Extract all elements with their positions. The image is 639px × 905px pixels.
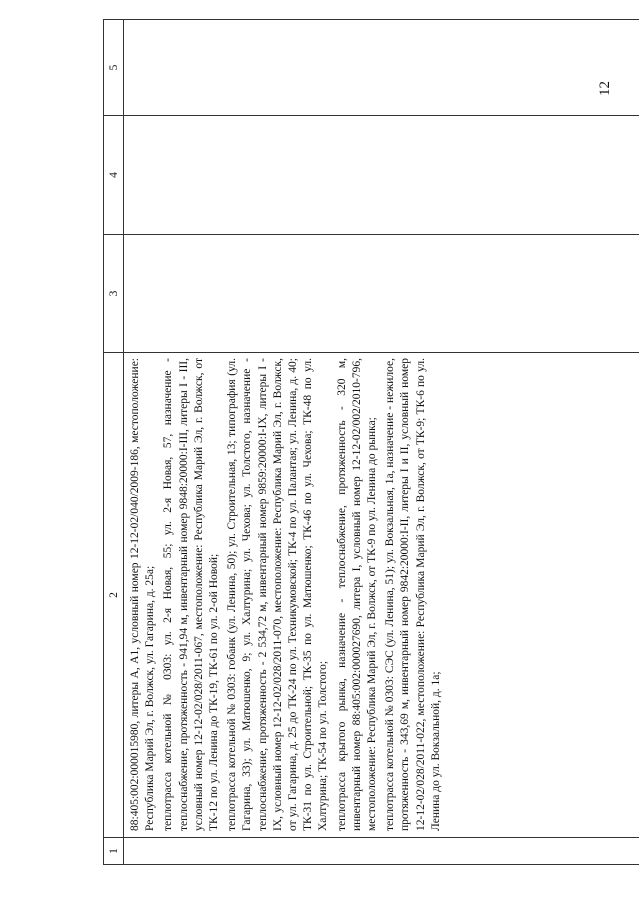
column-number-5: 5	[104, 20, 124, 116]
column-number-4: 4	[104, 116, 124, 235]
column-number-3: 3	[104, 235, 124, 353]
property-table-grid	[103, 19, 639, 865]
cell-column-4	[124, 116, 639, 235]
property-table	[103, 20, 639, 865]
cell-column-3	[124, 235, 639, 353]
table-row	[124, 20, 639, 865]
list-item: теплотрасса котельной № 0303: ул. 2-я Новая, 55; ул. 2-я Новая, 57, назначение - теплоснабжение, протяженность - 941,94 м, инвентарный номер 9848:20000:I-III, литеры I - III, условный номер 12-12-02/028/2011-067, местоположение: Республика Марий Эл, г. Волжск, от ТК-12 по ул. Ленина до ТК-19, ТК-61 по ул. 2-ой Новой;	[162, 358, 221, 831]
cell-column-5	[124, 20, 639, 116]
list-item: теплотрасса крытого рынка, назначение - теплоснабжение, протяженность - 320 м, инвентарный номер 88:405:002:000027690, литера I, условный номер 12-12-02/002/2010-796, местоположение: Республика Марий Эл, г. Волжск, от ТК-9 по ул. Ленина до рынка;	[335, 358, 379, 831]
column-number-1: 1	[104, 838, 124, 865]
cell-description	[124, 353, 639, 838]
column-number-row	[104, 20, 124, 865]
column-number-2: 2	[104, 353, 124, 838]
page-number: 12	[597, 81, 613, 96]
list-item: теплотрасса котельной № 0303: гобанк (ул. Ленина, 50); ул. Строительная, 13; типография (ул. Гагарина, 33); ул. Матюшенко, 9; ул. Халтурина; ул. Чехова; ул. Толстого, назначение - теплоснабжение, протяженность - 2 534,72 м, инвентарный номер 9859:20000:I-IX, литеры I - IX, условный номер 12-12-02/028/2011-070, местоположение: Республика Марий Эл, г. Волжск, от ул. Гагарина, д. 25 до ТК-24 по ул. Техникумовской; ТК-4 по ул. Палантая; ул. Ленина, д. 40; ТК-31 по ул. Строительной; ТК-35 по ул. Матюшенко; ТК-46 по ул. Чехова; ТК-48 по ул. Халтурина; ТК-54 по ул. Толстого;	[226, 358, 330, 831]
cell-index	[124, 838, 639, 865]
list-item: теплотрасса котельной № 0303: СЭС (ул. Ленина, 51); ул. Вокзальная, 1а, назначение - нежилое, протяженность - 343,69 м, инвентарный номер 9842:20000:I-II, литеры I и II, условный номер 12-12-02/028/2011-022, местоположение: Республика Марий Эл, г. Волжск, от ТК-9; ТК-6 по ул. Ленина до ул. Вокзальной, д. 1а;	[384, 358, 442, 831]
list-item: 88:405:002:000015980, литеры А, А1, условный номер 12-12-02/040/2009-186, местоположение: Республика Марий Эл, г. Волжск, ул. Гагарина, д. 25а;	[129, 358, 157, 831]
